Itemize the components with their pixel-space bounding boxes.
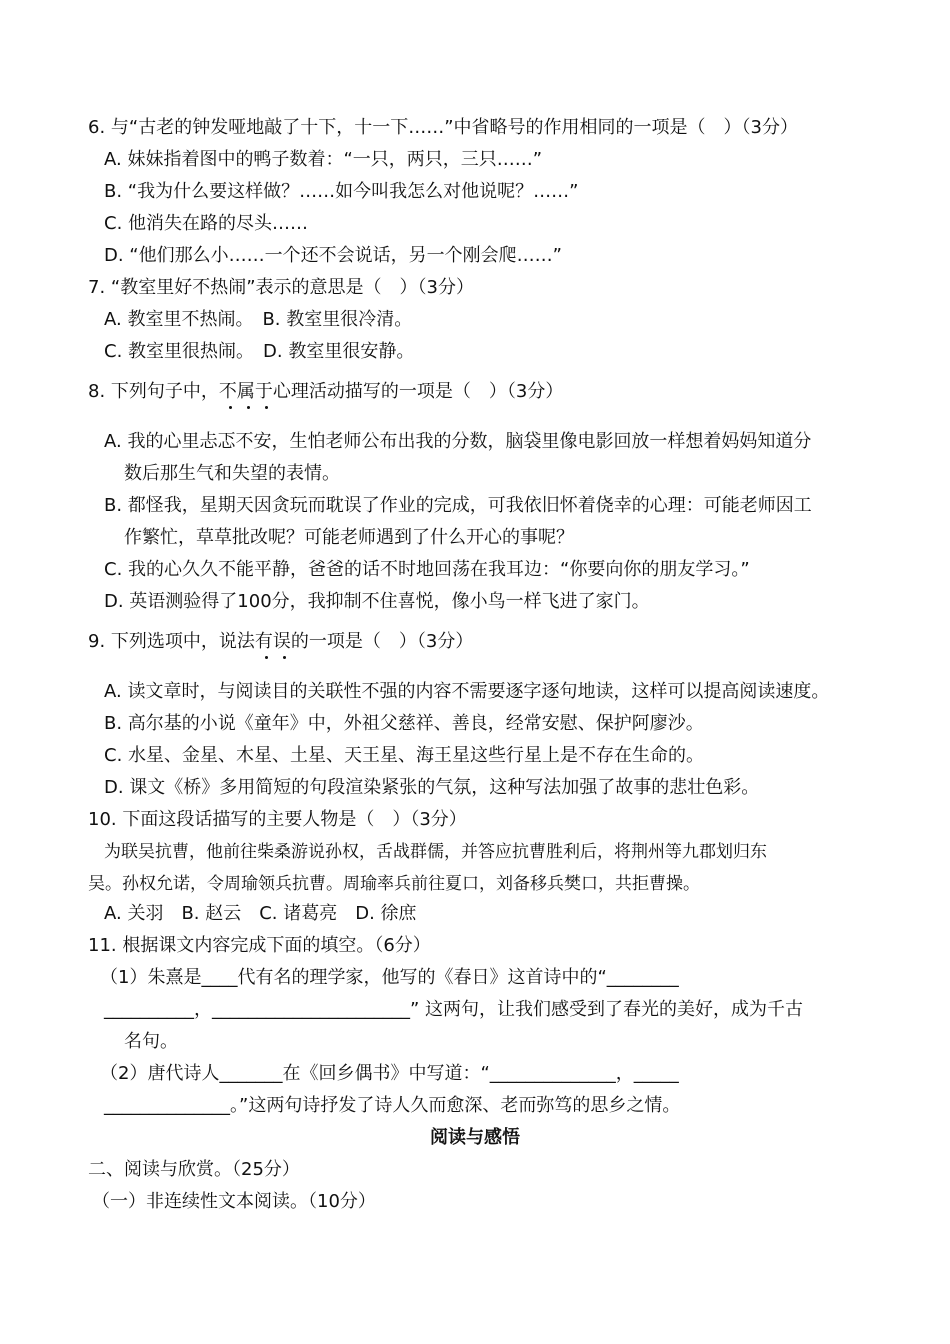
- q10-passage-line1: 为联吴抗曹，他前往柴桑游说孙权，舌战群儒，并答应抗曹胜利后，将荆州等九郡划归东: [104, 842, 767, 862]
- q11-item2-line1: （2）唐代诗人_______在《回乡偶书》中写道：“______________，_____: [100, 1063, 679, 1084]
- q7-stem: 7. “教室里好不热闹”表示的意思是（ ）（3分）: [88, 277, 474, 298]
- emphasis-dot: [265, 656, 268, 659]
- q6-option-b: B. “我为什么要这样做？……如今叫我怎么对他说呢？……”: [104, 181, 579, 202]
- q9-option-b: B. 高尔基的小说《童年》中，外祖父慈祥、善良，经常安慰、保护阿廖沙。: [104, 713, 704, 734]
- section-title: 阅读与感悟: [430, 1127, 520, 1148]
- q6-option-c: C. 他消失在路的尽头……: [104, 213, 309, 234]
- q10-stem: 10. 下面这段话描写的主要人物是（ ）（3分）: [88, 809, 467, 830]
- q8-option-d: D. 英语测验得了100分，我抑制不住喜悦，像小鸟一样飞进了家门。: [104, 591, 650, 612]
- q6-option-d: D. “他们那么小……一个还不会说话，另一个刚会爬……”: [104, 245, 562, 266]
- q8-option-a-line2: 数后那生气和失望的表情。: [124, 463, 340, 484]
- q7-options-ab: A. 教室里不热闹。 B. 教室里很冷清。: [104, 309, 413, 330]
- q7-options-cd: C. 教室里很热闹。 D. 教室里很安静。: [104, 341, 415, 362]
- q11-item2-line2: ______________。”这两句诗抒发了诗人久而愈深、老而弥笃的思乡之情。: [104, 1095, 681, 1116]
- q9-option-a: A. 读文章时，与阅读目的关联性不强的内容不需要逐字逐句地读，这样可以提高阅读速度。: [104, 681, 830, 702]
- emphasis-dot: [265, 406, 268, 409]
- q8-option-c: C. 我的心久久不能平静，爸爸的话不时地回荡在我耳边：“你要向你的朋友学习。”: [104, 559, 750, 580]
- q11-item1-line2: __________，______________________” 这两句，让我们感受到了春光的美好，成为千古: [104, 999, 804, 1020]
- q9-option-d: D. 课文《桥》多用简短的句段渲染紧张的气氛，这种写法加强了故事的悲壮色彩。: [104, 777, 760, 798]
- q6-option-a: A. 妹妹指着图中的鸭子数着：“一只，两只，三只……”: [104, 149, 543, 170]
- q11-item1-line1: （1）朱熹是____代有名的理学家，他写的《春日》这首诗中的“________: [100, 967, 679, 988]
- q8-stem: 8. 下列句子中，不属于心理活动描写的一项是（ ）（3分）: [88, 381, 564, 402]
- q9-option-c: C. 水星、金星、木星、土星、天王星、海王星这些行星上是不存在生命的。: [104, 745, 705, 766]
- part2-1-heading: （一）非连续性文本阅读。（10分）: [92, 1191, 376, 1212]
- q8-option-b-line2: 作繁忙，草草批改呢？可能老师遇到了什么开心的事呢？: [124, 527, 574, 548]
- q11-item1-line3: 名句。: [124, 1031, 178, 1052]
- q10-options: A. 关羽 B. 赵云 C. 诸葛亮 D. 徐庶: [104, 903, 417, 924]
- q9-stem: 9. 下列选项中，说法有误的一项是（ ）（3分）: [88, 631, 474, 652]
- q10-passage-line2: 吴。孙权允诺，令周瑜领兵抗曹。周瑜率兵前往夏口，刘备移兵樊口，共拒曹操。: [88, 874, 700, 894]
- q8-option-b-line1: B. 都怪我，星期天因贪玩而耽误了作业的完成，可我依旧怀着侥幸的心理：可能老师因工: [104, 495, 812, 516]
- part2-heading: 二、阅读与欣赏。（25分）: [88, 1159, 300, 1180]
- emphasis-dot: [247, 406, 250, 409]
- emphasis-dot: [283, 656, 286, 659]
- q6-stem: 6. 与“古老的钟发哑地敲了十下，十一下……”中省略号的作用相同的一项是（ ）（3分）: [88, 117, 798, 138]
- q8-option-a-line1: A. 我的心里忐忑不安，生怕老师公布出我的分数，脑袋里像电影回放一样想着妈妈知道分: [104, 431, 812, 452]
- q11-stem: 11. 根据课文内容完成下面的填空。（6分）: [88, 935, 431, 956]
- emphasis-dot: [229, 406, 232, 409]
